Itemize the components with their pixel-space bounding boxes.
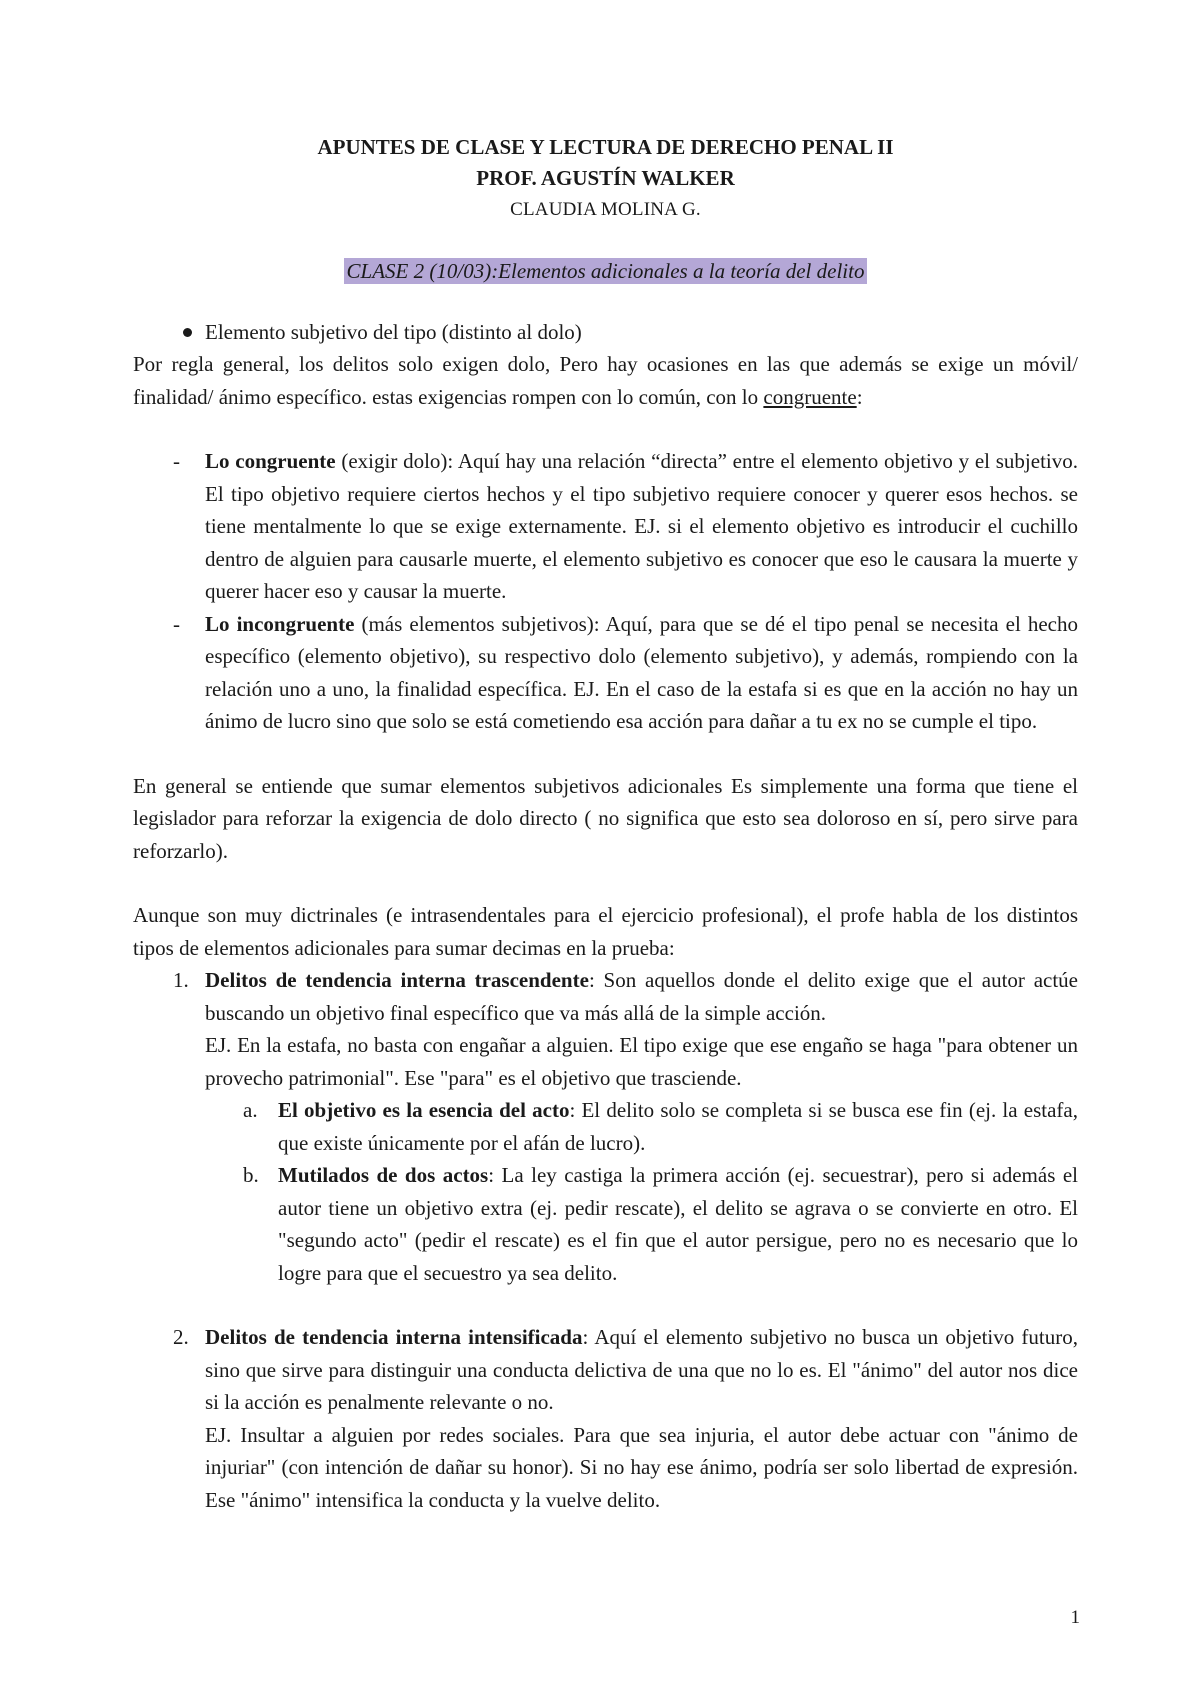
- sub-item-term: Mutilados de dos actos: [278, 1163, 489, 1187]
- sub-item-b: [133, 1159, 1078, 1289]
- sub-marker: a.: [243, 1098, 258, 1122]
- professor-name: PROF. AGUSTÍN WALKER: [476, 166, 735, 190]
- numbered-item-1-example: [133, 1029, 1078, 1094]
- intro-text: Por regla general, los delitos solo exigen dolo, Pero hay ocasiones en las que además se exige un móvil/ finalidad/ ánimo específico. estas exigencias rompen con lo común, con lo: [133, 352, 1078, 409]
- numbered-item-term: Delitos de tendencia interna intensificada: [205, 1325, 583, 1349]
- bullet-icon: [183, 328, 192, 337]
- intro-end: :: [856, 384, 863, 409]
- dash-item-incongruente: [133, 608, 1078, 738]
- numbered-item-term: Delitos de tendencia interna trascendente: [205, 968, 589, 992]
- sub-item-a: [133, 1094, 1078, 1159]
- example-text: EJ. Insultar a alguien por redes sociales. Para que sea injuria, el autor debe actuar con "ánimo de injuriar" (con intención de dañar su honor). Si no hay ese ánimo, podría ser solo libertad de expresión. Ese "ánimo" intensifica la conducta y la vuelve delito.: [205, 1422, 1078, 1512]
- sub-item-text: : El delito solo se completa si se busca ese fin (ej. la estafa, que existe únicamente por el afán de lucro).: [278, 1098, 1078, 1155]
- class-heading: CLASE 2 (10/03):Elementos adicionales a la teoría del delito: [344, 258, 868, 284]
- numbered-item-text: : Son aquellos donde el delito exige que el autor actúe buscando un objetivo final específico que va más allá de la simple acción.: [205, 968, 1079, 1025]
- numbered-item-text: : Aquí el elemento subjetivo no busca un objetivo futuro, sino que sirve para distinguir una conducta delictiva de una que no lo es. El "ánimo" del autor nos dice si la acción es penalmente relevante o no.: [205, 1325, 1078, 1414]
- document-title: APUNTES DE CLASE Y LECTURA DE DERECHO PENAL II: [317, 135, 894, 159]
- sub-marker: b.: [243, 1163, 259, 1187]
- dash-item-text: (exigir dolo): Aquí hay una relación “directa” entre el elemento objetivo y el subjetivo. El tipo objetivo requiere ciertos hechos y el tipo subjetivo requiere conocer y querer esos hechos. se tiene mentalmente lo que se exige externamente. EJ. si el elemento objetivo es introducir el cuchillo dentro de alguien para causarle muerte, el elemento subjetivo es conocer que eso le causara la muerte y querer hacer eso y causar la muerte.: [205, 449, 1078, 603]
- sub-item-term: El objetivo es la esencia del acto: [278, 1098, 570, 1122]
- document-page: [133, 132, 1078, 1516]
- intro-underlined: congruente: [763, 384, 857, 409]
- page-number: 1: [1070, 1607, 1080, 1628]
- general-paragraph: En general se entiende que sumar elementos subjetivos adicionales Es simplemente una forma que tiene el legislador para reforzar la exigencia de dolo directo ( no significa que esto sea doloroso en sí, pero sirve para reforzarlo).: [133, 773, 1078, 863]
- number-marker: 1.: [173, 968, 189, 992]
- bullet-text: Elemento subjetivo del tipo (distinto al dolo): [205, 319, 582, 344]
- aunque-paragraph: Aunque son muy dictrinales (e intrasendentales para el ejercicio profesional), el profe habla de los distintos tipos de elementos adicionales para sumar decimas en la prueba:: [133, 903, 1078, 960]
- dash-list: [133, 445, 1078, 738]
- dash-marker: -: [173, 611, 180, 636]
- example-text: EJ. En la estafa, no basta con engañar a alguien. El tipo exige que ese engaño se haga "para obtener un provecho patrimonial". Ese "para" es el objetivo que trasciende.: [205, 1033, 1078, 1090]
- dash-marker: -: [173, 449, 180, 473]
- sub-item-text: : La ley castiga la primera acción (ej. secuestrar), pero si además el autor tiene un objetivo extra (ej. pedir rescate), el delito se agrava o se convierte en otro. El "segundo acto" (pedir el rescate) es el fin que el autor persigue, pero no es necesario que lo logre para que el secuestro ya sea delito.: [278, 1163, 1078, 1285]
- author-name: CLAUDIA MOLINA G.: [510, 199, 701, 220]
- number-marker: 2.: [173, 1325, 189, 1349]
- dash-item-congruente: [133, 445, 1078, 608]
- numbered-item-2: [133, 1321, 1078, 1419]
- numbered-item-1: [133, 964, 1078, 1029]
- class-heading-container: [133, 255, 1078, 288]
- dash-item-term: Lo congruente: [205, 449, 336, 473]
- dash-item-term: Lo incongruente: [205, 611, 355, 636]
- intro-paragraph: [133, 348, 1078, 413]
- dash-item-text: (más elementos subjetivos): Aquí, para que se dé el tipo penal se necesita el hecho específico (elemento objetivo), su respectivo dolo (elemento subjetivo), y además, rompiendo con la relación uno a uno, la finalidad específica. EJ. En el caso de la estafa si es que en la acción no hay un ánimo de lucro sino que solo se está cometiendo esa acción para dañar a tu ex no se cumple el tipo.: [205, 611, 1078, 733]
- numbered-item-2-example: [133, 1419, 1078, 1517]
- bullet-item: [133, 316, 1078, 349]
